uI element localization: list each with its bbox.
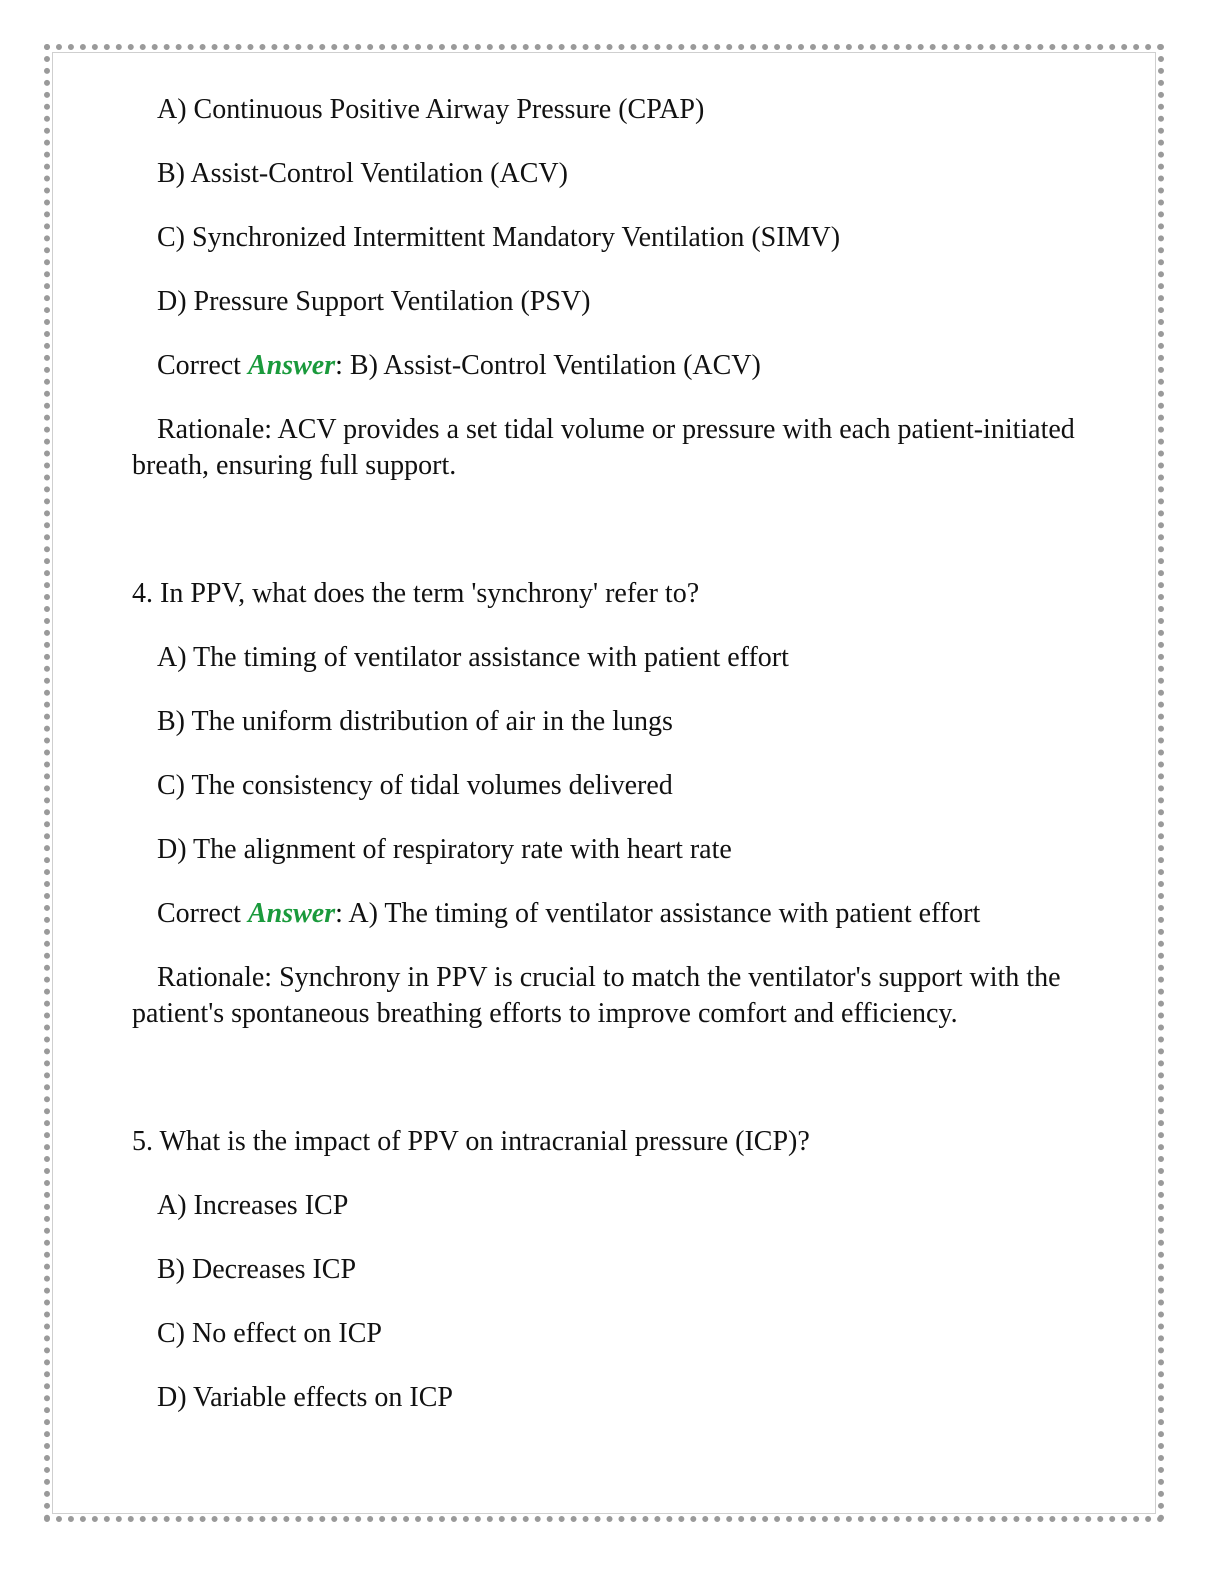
q4-option-a: A) The timing of ventilator assistance with patient effort [157, 642, 789, 673]
q4-rationale: Rationale: Synchrony in PPV is crucial to match the ventilator's support with the patient's spontaneous breathing efforts to improve comfort and efficiency. [132, 962, 1061, 1029]
q3-option-b: B) Assist-Control Ventilation (ACV) [157, 158, 568, 189]
spacer [132, 484, 1082, 576]
q3-option-d: D) Pressure Support Ventilation (PSV) [157, 286, 591, 317]
correct-label: Correct [157, 350, 248, 381]
q5-option-c: C) No effect on ICP [157, 1318, 382, 1349]
q5-question: 5. What is the impact of PPV on intracranial pressure (ICP)? [132, 1126, 810, 1157]
q4-answer-text: : A) The timing of ventilator assistance with patient effort [335, 898, 981, 929]
q4-option-c: C) The consistency of tidal volumes delivered [157, 770, 673, 801]
question-3-block [132, 92, 1082, 484]
q3-option-a: A) Continuous Positive Airway Pressure (CPAP) [157, 94, 705, 125]
q3-answer-text: : B) Assist-Control Ventilation (ACV) [335, 350, 761, 381]
q5-option-d: D) Variable effects on ICP [157, 1382, 453, 1413]
q4-option-b: B) The uniform distribution of air in the lungs [157, 706, 673, 737]
answer-label: Answer [247, 350, 336, 381]
correct-label: Correct [157, 898, 248, 929]
q4-option-d: D) The alignment of respiratory rate with heart rate [157, 834, 732, 865]
q4-question: 4. In PPV, what does the term 'synchrony' refer to? [132, 578, 700, 609]
q3-option-c: C) Synchronized Intermittent Mandatory Ventilation (SIMV) [157, 222, 841, 253]
question-5-block [132, 1124, 1082, 1416]
q4-correct-answer [132, 896, 1082, 932]
q5-option-a: A) Increases ICP [157, 1190, 349, 1221]
q5-option-b: B) Decreases ICP [157, 1254, 357, 1285]
document-content [132, 92, 1082, 1416]
q3-correct-answer [132, 348, 1082, 384]
q3-rationale: Rationale: ACV provides a set tidal volume or pressure with each patient-initiated breath, ensuring full support. [132, 414, 1075, 481]
question-4-block [132, 576, 1082, 1032]
spacer [132, 1032, 1082, 1124]
answer-label: Answer [247, 898, 336, 929]
